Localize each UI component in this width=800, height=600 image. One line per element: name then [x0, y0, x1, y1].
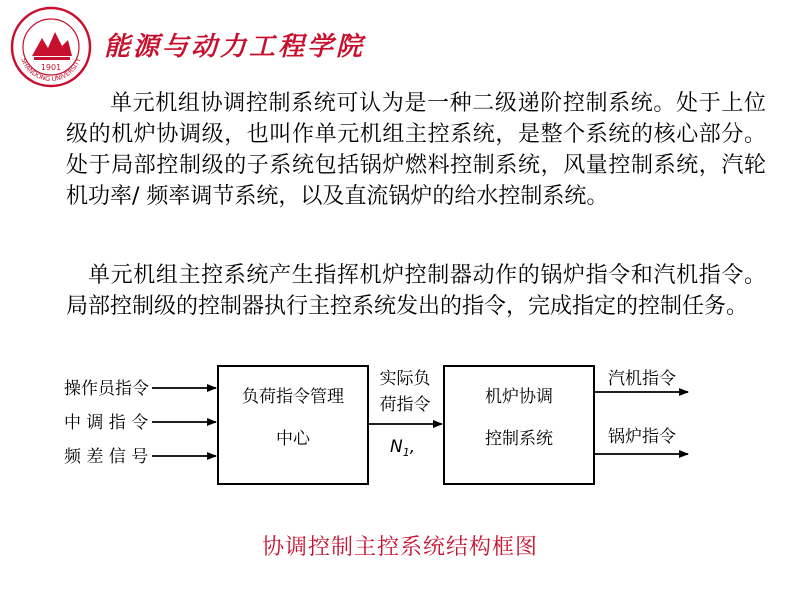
- logo-university-name: SHANDONG UNIVERSITY: [19, 56, 83, 84]
- paragraph-1: 单元机组协调控制系统可认为是一种二级递阶控制系统。处于上位级的机炉协调级，也叫作单元机组主控系统，是整个系统的核心部分。处于局部控制级的子系统包括锅炉燃料控制系统，风量控制系统，汽轮机功率/ 频率调节系统，以及直流锅炉的给水控制系统。: [66, 91, 766, 209]
- paragraph-2: 单元机组主控系统产生指挥机炉控制器动作的锅炉指令和汽机指令。局部控制级的控制器执行主控系统发出的指令，完成指定的控制任务。: [66, 263, 766, 319]
- mid-symbol: $N_1$,: [390, 437, 416, 459]
- input-dispatch-command: 中 调 指 令: [64, 413, 149, 433]
- mountain-icon: [32, 32, 72, 56]
- input-operator-command: 操作员指令: [64, 379, 149, 399]
- diagram-caption: 协调控制主控系统结构框图: [261, 535, 538, 560]
- block1-label-line1: 负荷指令管理: [242, 387, 344, 407]
- block2-label-line2: 控制系统: [485, 429, 553, 449]
- boiler-turbine-coordination-block: [444, 366, 594, 484]
- mid-label-line1: 实际负: [379, 369, 431, 389]
- university-logo: [10, 6, 92, 88]
- input-frequency-deviation: 频 差 信 号: [64, 447, 149, 467]
- header-title: 能源与动力工程学院: [104, 32, 366, 62]
- control-structure-diagram: [60, 362, 710, 502]
- output-turbine-command: 汽机指令: [608, 369, 676, 389]
- mid-label-line2: 荷指令: [379, 395, 431, 415]
- logo-year: 1901: [40, 63, 62, 72]
- block1-label-line2: 中心: [276, 429, 310, 449]
- output-boiler-command: 锅炉指令: [608, 427, 676, 447]
- load-command-management-block: [218, 366, 368, 484]
- block2-label-line1: 机炉协调: [485, 387, 553, 407]
